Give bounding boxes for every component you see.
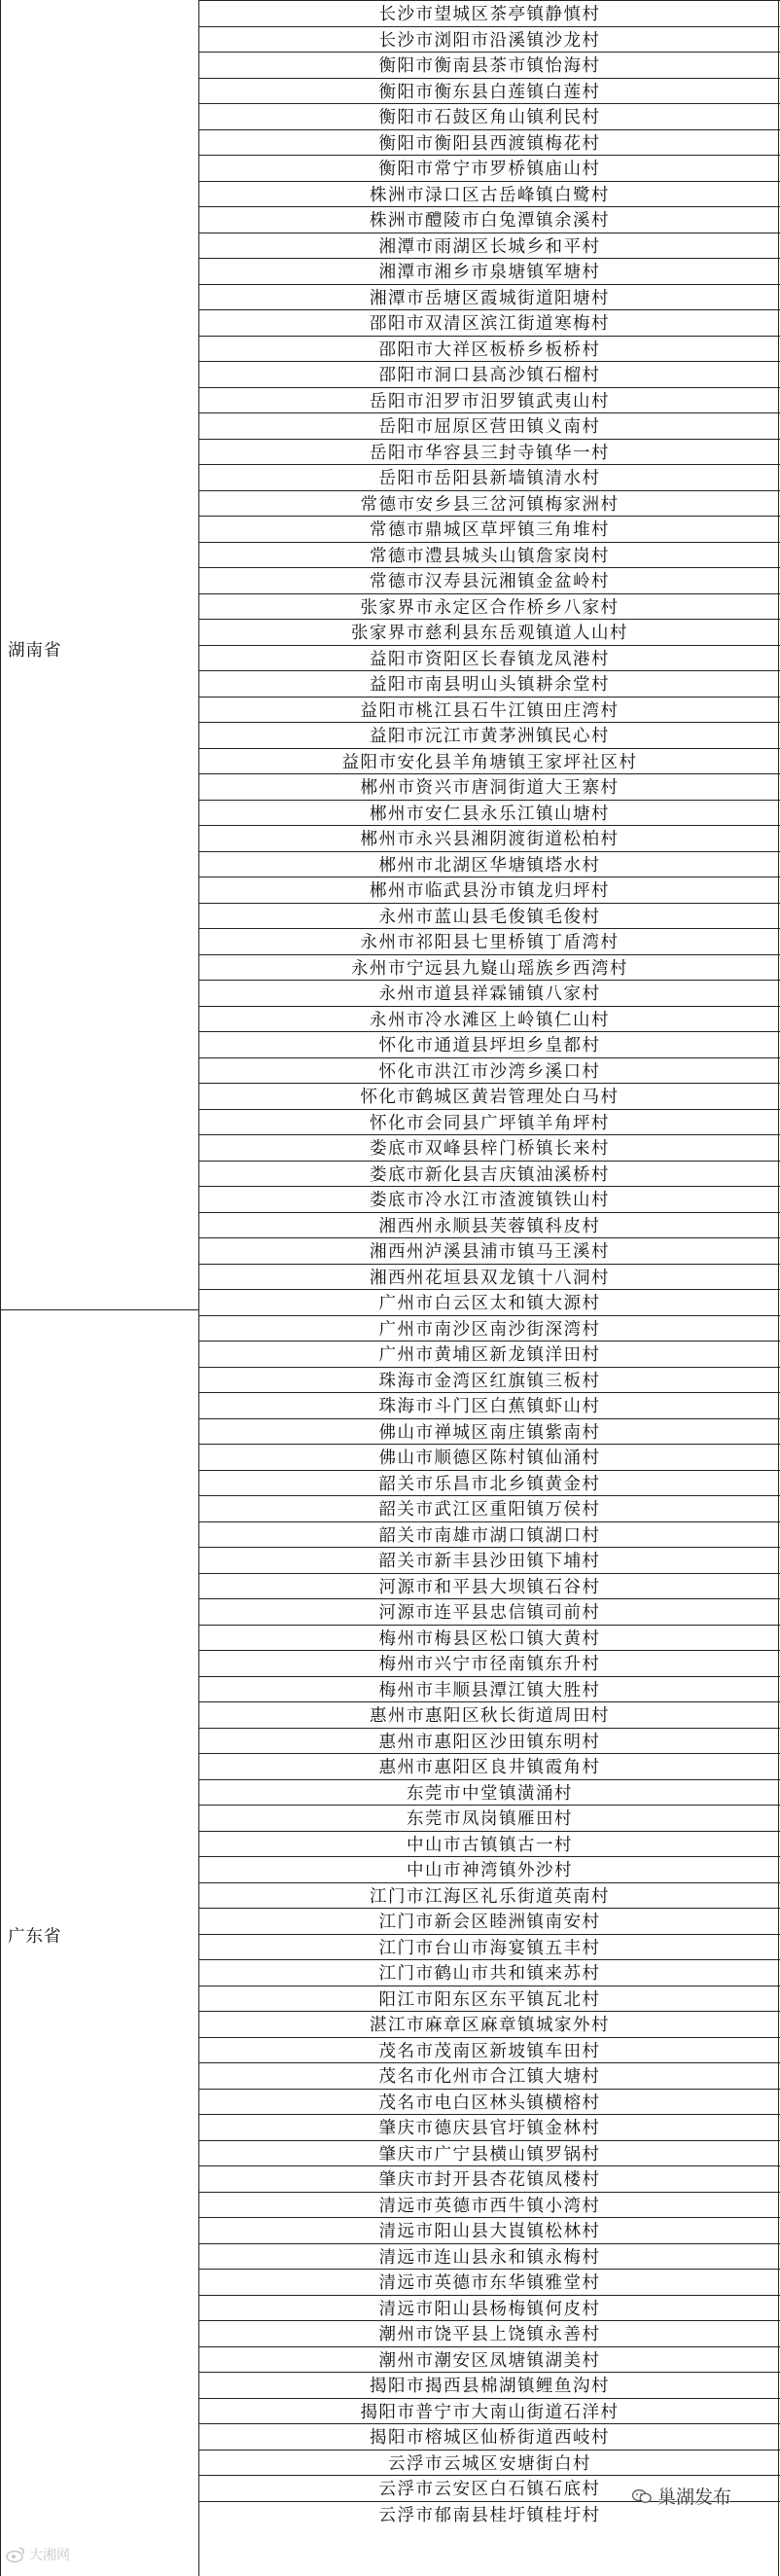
- table-row: 茂名市茂南区新坡镇车田村: [199, 2037, 780, 2063]
- table-row: 惠州市惠阳区沙田镇东明村: [199, 1728, 780, 1754]
- table-row: 湘潭市湘乡市泉塘镇军塘村: [199, 258, 780, 284]
- table-row: 郴州市临武县汾市镇龙归坪村: [199, 877, 780, 903]
- table-row: 益阳市桃江县石牛江镇田庄湾村: [199, 697, 780, 723]
- table-row: 娄底市冷水江市渣渡镇铁山村: [199, 1186, 780, 1212]
- table-row: 韶关市新丰县沙田镇下埔村: [199, 1547, 780, 1573]
- table-row: 云浮市云安区白石镇石底村: [199, 2475, 780, 2501]
- table-row: 张家界市永定区合作桥乡八家村: [199, 593, 780, 620]
- table-row: 清远市连山县永和镇永梅村: [199, 2243, 780, 2270]
- table-row: 清远市英德市西牛镇小湾村: [199, 2192, 780, 2218]
- table-row: 永州市道县祥霖铺镇八家村: [199, 980, 780, 1006]
- table-row: 江门市新会区睦洲镇南安村: [199, 1908, 780, 1934]
- watermark-left-text: 大湘网: [29, 2548, 70, 2563]
- table-row: 梅州市兴宁市径南镇东升村: [199, 1650, 780, 1676]
- province-label-guangdong: 广东省: [8, 1927, 62, 1947]
- table-row: 郴州市资兴市唐洞街道大王寨村: [199, 773, 780, 800]
- watermark-left: [6, 2545, 70, 2564]
- table-row: 云浮市云城区安塘街白村: [199, 2450, 780, 2476]
- table-row: 广州市黄埔区新龙镇洋田村: [199, 1341, 780, 1367]
- table-row: 珠海市金湾区红旗镇三板村: [199, 1367, 780, 1393]
- table-row: 娄底市新化县吉庆镇油溪桥村: [199, 1161, 780, 1187]
- table-row: 梅州市梅县区松口镇大黄村: [199, 1625, 780, 1651]
- table-row: 怀化市洪江市沙湾乡溪口村: [199, 1057, 780, 1084]
- table-row: 清远市阳山县大崀镇松林村: [199, 2217, 780, 2243]
- table-row: 佛山市禅城区南庄镇紫南村: [199, 1418, 780, 1445]
- watermark-right-text: 巢湖发布: [657, 2487, 732, 2508]
- table-row: 益阳市资阳区长春镇龙凤港村: [199, 645, 780, 671]
- weibo-logo-icon: [6, 2546, 25, 2563]
- table-row: 岳阳市岳阳县新墙镇清水村: [199, 464, 780, 490]
- table-row: 珠海市斗门区白蕉镇虾山村: [199, 1392, 780, 1418]
- table-row: 邵阳市洞口县高沙镇石榴村: [199, 361, 780, 387]
- table-row: 衡阳市石鼓区角山镇利民村: [199, 103, 780, 129]
- table-row: 怀化市鹤城区黄岩管理处白马村: [199, 1083, 780, 1109]
- table-row: 惠州市惠阳区秋长街道周田村: [199, 1701, 780, 1728]
- table-row: 肇庆市德庆县官圩镇金林村: [199, 2114, 780, 2140]
- table-row: 常德市汉寿县沅湘镇金盆岭村: [199, 567, 780, 593]
- table-row: 湘西州花垣县双龙镇十八洞村: [199, 1264, 780, 1290]
- table-row: 郴州市永兴县湘阴渡街道松柏村: [199, 825, 780, 851]
- table-row: 广州市白云区太和镇大源村: [199, 1289, 780, 1315]
- table-row: 茂名市化州市合江镇大塘村: [199, 2062, 780, 2089]
- table-row: 怀化市会同县广坪镇羊角坪村: [199, 1109, 780, 1135]
- table-row: 永州市冷水滩区上岭镇仁山村: [199, 1006, 780, 1032]
- table-row: 郴州市安仁县永乐江镇山塘村: [199, 800, 780, 826]
- table-row: 岳阳市汨罗市汨罗镇武夷山村: [199, 387, 780, 413]
- table-row: 揭阳市榕城区仙桥街道西岐村: [199, 2423, 780, 2450]
- table-row: 湘潭市雨湖区长城乡和平村: [199, 233, 780, 259]
- table-row: 惠州市惠阳区良井镇霞角村: [199, 1753, 780, 1779]
- table-row: 怀化市通道县坪坦乡皇都村: [199, 1031, 780, 1057]
- table-row: 河源市和平县大坝镇石谷村: [199, 1573, 780, 1599]
- table-row: 常德市鼎城区草坪镇三角堆村: [199, 516, 780, 542]
- table-row: 茂名市电白区林头镇横榕村: [199, 2089, 780, 2115]
- table-row: 湘西州永顺县芙蓉镇科皮村: [199, 1212, 780, 1238]
- table-row: 东莞市中堂镇潢涌村: [199, 1779, 780, 1806]
- table-row: 益阳市沅江市黄茅洲镇民心村: [199, 722, 780, 748]
- table-row: 岳阳市屈原区营田镇义南村: [199, 412, 780, 439]
- table-row: 永州市蓝山县毛俊镇毛俊村: [199, 903, 780, 929]
- table-row: 肇庆市广宁县横山镇罗锅村: [199, 2140, 780, 2166]
- table-row: 韶关市武江区重阳镇万侯村: [199, 1495, 780, 1521]
- table-row: 河源市连平县忠信镇司前村: [199, 1598, 780, 1625]
- watermark-right: [632, 2483, 731, 2509]
- table-row: 韶关市乐昌市北乡镇黄金村: [199, 1470, 780, 1496]
- table-row: 湛江市麻章区麻章镇城家外村: [199, 2011, 780, 2037]
- province-label-hunan: 湖南省: [8, 641, 62, 661]
- table-left-border: [0, 0, 1, 2576]
- table-row: 揭阳市普宁市大南山街道石洋村: [199, 2398, 780, 2424]
- table-row: 肇庆市封开县杏花镇凤楼村: [199, 2165, 780, 2192]
- table-row: 东莞市凤岗镇雁田村: [199, 1805, 780, 1831]
- table-row: 梅州市丰顺县潭江镇大胜村: [199, 1676, 780, 1702]
- table-row: 揭阳市揭西县棉湖镇鲤鱼沟村: [199, 2372, 780, 2398]
- table-row: 广州市南沙区南沙街深湾村: [199, 1315, 780, 1342]
- table-row: 株洲市渌口区古岳峰镇白鹭村: [199, 181, 780, 207]
- table-row: 永州市祁阳县七里桥镇丁盾湾村: [199, 928, 780, 954]
- table-row: 清远市阳山县杨梅镇何皮村: [199, 2295, 780, 2321]
- table-row: 邵阳市大祥区板桥乡板桥村: [199, 336, 780, 362]
- table-row: 湘潭市岳塘区霞城街道阳塘村: [199, 284, 780, 310]
- table-row: 衡阳市衡南县茶市镇怡海村: [199, 52, 780, 78]
- table-row: 郴州市北湖区华塘镇塔水村: [199, 851, 780, 877]
- table-row: 娄底市双峰县梓门桥镇长来村: [199, 1134, 780, 1161]
- table-row: 常德市安乡县三岔河镇梅家洲村: [199, 490, 780, 517]
- table-row: 中山市古镇镇古一村: [199, 1831, 780, 1857]
- table-row: 阳江市阳东区东平镇瓦北村: [199, 1986, 780, 2012]
- wechat-logo-icon: [632, 2487, 652, 2505]
- table-row: 清远市英德市东华镇雅堂村: [199, 2269, 780, 2295]
- table-row: 江门市台山市海宴镇五丰村: [199, 1934, 780, 1960]
- table-row: 张家界市慈利县东岳观镇道人山村: [199, 619, 780, 645]
- table-row: 云浮市郁南县桂圩镇桂圩村: [199, 2501, 780, 2527]
- table-row: 益阳市南县明山头镇耕余堂村: [199, 670, 780, 697]
- province-divider: [0, 1309, 199, 1310]
- table-row: 株洲市醴陵市白兔潭镇余溪村: [199, 206, 780, 233]
- table-row: 湘西州泸溪县浦市镇马王溪村: [199, 1237, 780, 1264]
- table-row: 衡阳市衡东县白莲镇白莲村: [199, 78, 780, 104]
- table-row: 潮州市潮安区凤塘镇湖美村: [199, 2346, 780, 2373]
- table-row: 益阳市安化县羊角塘镇王家坪社区村: [199, 748, 780, 774]
- table-row: 中山市神湾镇外沙村: [199, 1856, 780, 1882]
- table-row: 岳阳市华容县三封寺镇华一村: [199, 439, 780, 465]
- table-row: 长沙市望城区茶亭镇静慎村: [199, 0, 780, 26]
- table-row: 潮州市饶平县上饶镇永善村: [199, 2320, 780, 2346]
- table-row: 江门市鹤山市共和镇来苏村: [199, 1959, 780, 1986]
- table-row: 韶关市南雄市湖口镇湖口村: [199, 1521, 780, 1548]
- table-row: 邵阳市双清区滨江街道寒梅村: [199, 309, 780, 336]
- table-row: 佛山市顺德区陈村镇仙涌村: [199, 1444, 780, 1470]
- table-row: 衡阳市常宁市罗桥镇庙山村: [199, 155, 780, 181]
- table-row: 永州市宁远县九嶷山瑶族乡西湾村: [199, 954, 780, 981]
- table-row: 常德市澧县城头山镇詹家岗村: [199, 542, 780, 568]
- table-row: 长沙市浏阳市沿溪镇沙龙村: [199, 26, 780, 53]
- table-row: 衡阳市衡阳县西渡镇梅花村: [199, 129, 780, 156]
- table-row: 江门市江海区礼乐街道英南村: [199, 1882, 780, 1909]
